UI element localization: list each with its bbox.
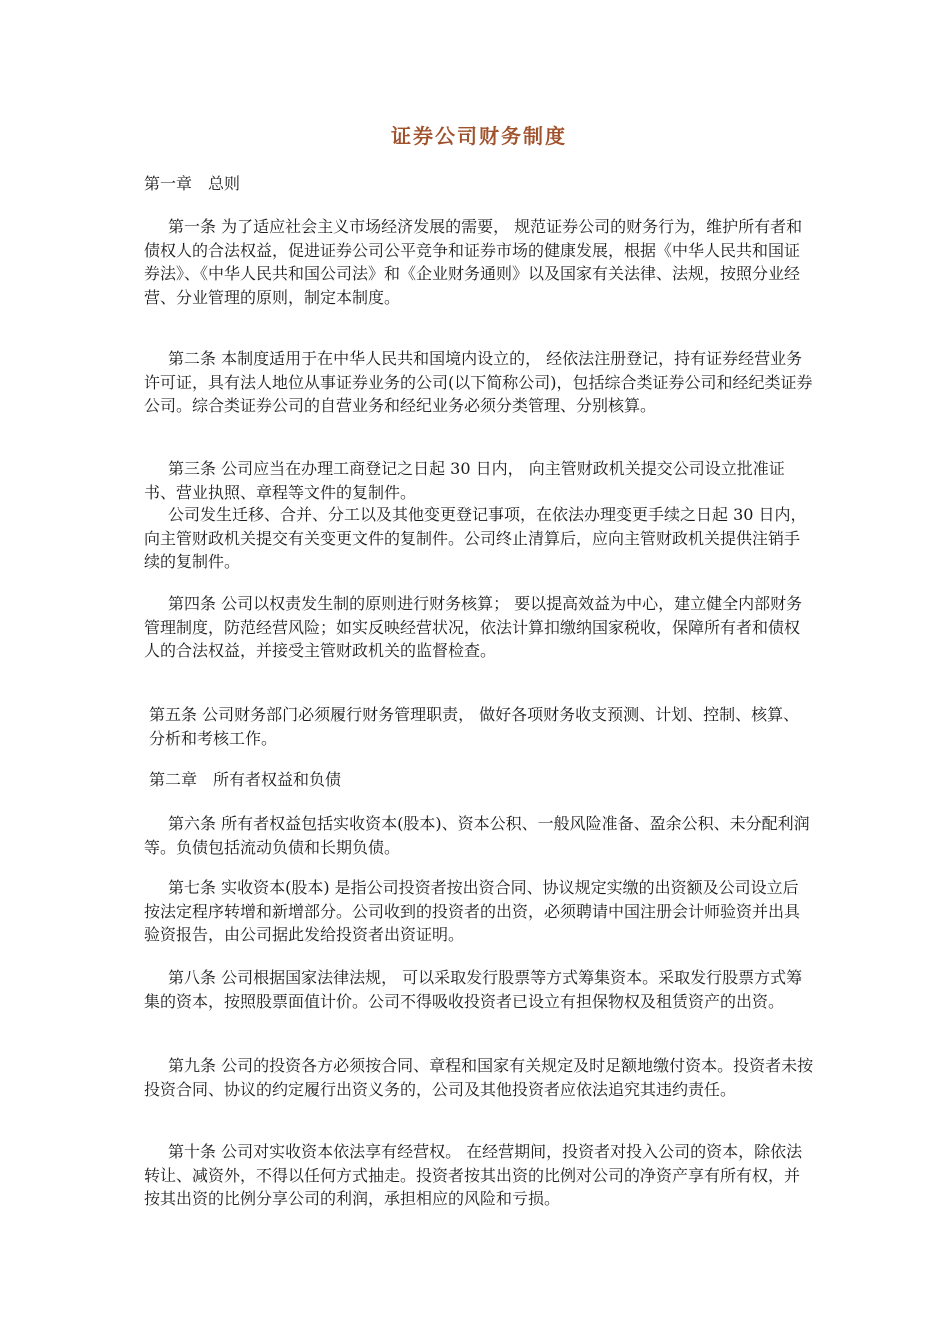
article-10: 第十条 公司对实收资本依法享有经营权。 在经营期间，投资者对投入公司的资本，除依法转让、减资外，不得以任何方式抽走。投资者按其出资的比例对公司的净资产享有所有权，并按其出资的比例分享公司的利润，承担相应的风险和亏损。 (144, 1142, 803, 1208)
article-2: 第二条 本制度适用于在中华人民共和国境内设立的， 经依法注册登记，持有证券经营业务许可证，具有法人地位从事证券业务的公司(以下简称公司)，包括综合类证券公司和经纪类证券公司。综合类证券公司的自营业务和经纪业务必须分类管理、分别核算。 (144, 349, 813, 415)
article-1: 第一条 为了适应社会主义市场经济发展的需要， 规范证券公司的财务行为，维护所有者和债权人的合法权益，促进证券公司公平竞争和证券市场的健康发展，根据《中华人民共和国证券法》、《中华人民共和国公司法》和《企业财务通则》以及国家有关法律、法规，按照分业经营、分业管理的原则，制定本制度。 (144, 217, 803, 307)
document-title: 证券公司财务制度 (391, 124, 567, 148)
article-6: 第六条 所有者权益包括实收资本(股本)、资本公积、一般风险准备、盈余公积、未分配利润等。负债包括流动负债和长期负债。 (144, 814, 810, 857)
article-3-paragraph-2: 公司发生迁移、合并、分工以及其他变更登记事项，在依法办理变更手续之日起 30 日内，向主管财政机关提交有关变更文件的复制件。公司终止清算后，应向主管财政机关提供注销手续的复制件。 (144, 505, 807, 571)
article-5: 第五条 公司财务部门必须履行财务管理职责， 做好各项财务收支预测、计划、控制、核算、分析和考核工作。 (149, 705, 800, 748)
article-3: 第三条 公司应当在办理工商登记之日起 30 日内， 向主管财政机关提交公司设立批准证书、营业执照、章程等文件的复制件。 (144, 459, 785, 502)
chapter-heading-1: 第一章 总则 (144, 174, 241, 193)
chapter-heading-2: 第二章 所有者权益和负债 (149, 770, 342, 789)
article-7: 第七条 实收资本(股本) 是指公司投资者按出资合同、协议规定实缴的出资额及公司设立后按法定程序转增和新增部分。公司收到的投资者的出资，必须聘请中国注册会计师验资并出具验资报告，由公司据此发给投资者出资证明。 (144, 878, 801, 944)
article-8: 第八条 公司根据国家法律法规， 可以采取发行股票等方式筹集资本。采取发行股票方式筹集的资本，按照股票面值计价。公司不得吸收投资者已设立有担保物权及租赁资产的出资。 (144, 968, 803, 1011)
article-9: 第九条 公司的投资各方必须按合同、章程和国家有关规定及时足额地缴付资本。投资者未按投资合同、协议的约定履行出资义务的，公司及其他投资者应依法追究其违约责任。 (144, 1056, 814, 1099)
article-4: 第四条 公司以权责发生制的原则进行财务核算； 要以提高效益为中心，建立健全内部财务管理制度，防范经营风险；如实反映经营状况，依法计算扣缴纳国家税收，保障所有者和债权人的合法权益，并接受主管财政机关的监督检查。 (144, 594, 803, 660)
